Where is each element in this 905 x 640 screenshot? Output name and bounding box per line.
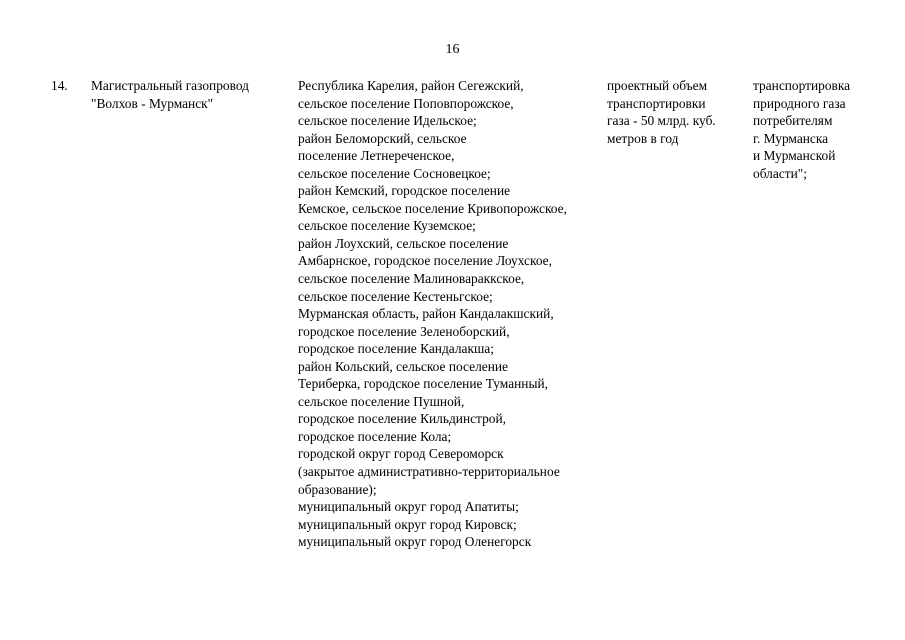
location-list [298,77,567,551]
purpose-description-line: потребителям [753,113,833,129]
capacity-description-line: газа - 50 млрд. куб. [607,113,716,129]
location-list-line: сельское поселение Пушной, [298,393,465,409]
location-list-line: образование); [298,481,377,497]
row-number: 14. [51,78,68,93]
purpose-description-line: природного газа [753,95,846,111]
location-list-line: городской округ город Североморск [298,446,504,462]
location-list-line: Териберка, городское поселение Туманный, [298,376,548,392]
pipeline-name-line: "Волхов - Мурманск" [91,95,214,111]
location-list-line: Мурманская область, район Кандалакшский, [298,306,554,322]
location-list-line: (закрытое административно-территориальное [298,464,560,480]
location-list-line: поселение Летнереченское, [298,148,455,164]
purpose-description-line: и Мурманской [753,148,836,164]
location-list-line: сельское поселение Кестеньгское; [298,288,493,304]
purpose-description-line: г. Мурманска [753,130,829,146]
capacity-description-line: проектный объем [607,78,708,93]
capacity-description-line: метров в год [607,130,679,146]
location-list-line: Амбарнское, городское поселение Лоухское, [298,253,552,269]
location-list-line: городское поселение Кильдинстрой, [298,411,506,427]
capacity-description [607,77,716,147]
location-list-line: городское поселение Кандалакша; [298,341,494,357]
location-list-line: муниципальный округ город Оленегорск [298,534,532,550]
location-list-line: сельское поселение Куземское; [298,218,476,234]
location-list-line: муниципальный округ город Апатиты; [298,499,519,515]
location-list-line: сельское поселение Идельское; [298,113,477,129]
location-list-line: район Кемский, городское поселение [298,183,511,199]
location-list-line: сельское поселение Сосновецкое; [298,165,491,181]
location-list-line: Республика Карелия, район Сегежский, [298,78,524,93]
location-list-line: городское поселение Зеленоборский, [298,323,510,339]
location-list-line: район Беломорский, сельское [298,130,467,146]
location-list-line: сельское поселение Малиновараккское, [298,271,525,287]
page-number: 16 [445,42,460,57]
pipeline-name-line: Магистральный газопровод [91,78,249,93]
location-list-line: городское поселение Кола; [298,428,452,444]
location-list-line: муниципальный округ город Кировск; [298,516,517,532]
purpose-description-line: транспортировка [753,78,851,93]
capacity-description-line: транспортировки [607,95,706,111]
location-list-line: Кемское, сельское поселение Кривопорожское, [298,200,567,216]
location-list-line: район Кольский, сельское поселение [298,358,508,374]
purpose-description-line: области"; [753,165,807,181]
pipeline-name [91,77,249,112]
purpose-description [753,77,850,182]
location-list-line: сельское поселение Поповпорожское, [298,95,514,111]
location-list-line: район Лоухский, сельское поселение [298,235,509,251]
